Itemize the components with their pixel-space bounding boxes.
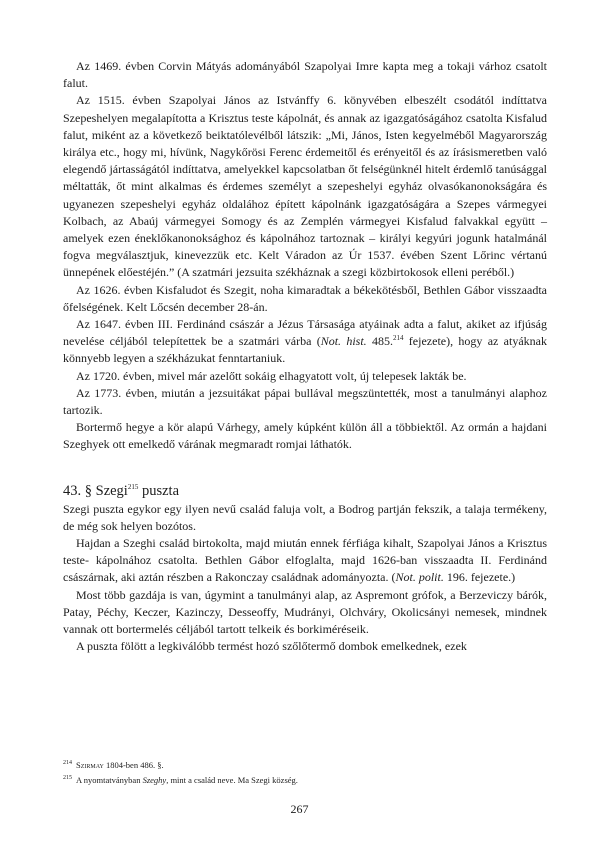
paragraph-1647: Az 1647. évben III. Ferdinánd császár a Jézus Társasága atyáinak adta a falut, akiket az ifjúság nevelése céljából telepítettek be a szatmári várba (Not. hist. 485.$^{214}$ fejezete), hogy az atyáknak könnyebb legyen a székházukat fenntartaniuk. xyxy=(63,317,547,366)
paragraph-gazdai: Most több gazdája is van, úgymint a tanulmányi alap, az Aspremont grófok, a Berzeviczy bárók, Patay, Péchy, Keczer, Kazinczy, Desseoffy, Mudrányi, Olchváry, Okolicsányi nemesek, mindnek vannak ott bortermelés céljából tartott telkeik és borkiméréseik. xyxy=(63,587,547,637)
paragraph-hajdan: Hajdan a Szeghi család birtokolta, majd miután ennek férfiága kihalt, Szapolyai János a Krisztus teste- kápolnához csatolta. Bethlen Gábor elfoglalta, majd 1626-ban visszaadta II. Ferdinánd császárnak, aki aztán részben a Rakonczay családnak adományozta. (Not. polit. 196. fejezete.) xyxy=(63,536,547,585)
paragraph-1720: Az 1720. évben, mivel már azelőtt sokáig elhagyatott volt, új telepesek lakták be. xyxy=(76,368,467,383)
paragraph-puszta-folott: A puszta fölött a legkiválóbb termést hozó szőlőtermő dombok emelkednek, ezek xyxy=(76,639,467,654)
section-heading: 43. § Szegi$^{215}$ puszta xyxy=(63,482,180,499)
footnotes xyxy=(63,757,547,787)
paragraph-1773: Az 1773. évben, miután a jezsuitákat pápai bullával megszüntették, most a tanulmányi alaphoz tartozik. xyxy=(63,385,547,418)
main-text xyxy=(63,58,547,656)
paragraph-szegi: Szegi puszta egykor egy ilyen nevű család faluja volt, a Bodrog partján fekszik, a talaja termékeny, de még sok helyen bozótos. xyxy=(63,501,547,533)
citation-not-polit: Not. polit. xyxy=(395,570,444,585)
paragraph-1626: Az 1626. évben Kisfaludot és Szegit, noha kimaradtak a békekötésből, Bethlen Gábor visszaadta őfelségének. Kelt Lőcsén december 28-án. xyxy=(63,282,547,314)
footnote-215: $^{215}$ A nyomtatványban Szeghy, mint a család neve. Ma Szegi község. xyxy=(63,774,298,785)
page-number: 267 xyxy=(290,802,309,816)
paragraph-1515: Az 1515. évben Szapolyai János az Istvánffy 6. könyvében elbeszélt csodától indíttatva Szepeshelyen megalapította a Krisztus teste kápolnát, és annak az igazgatóságához csatolta Kisfalud falut, miként az a következő beiktatólevélből látszik: „Mi, János, Isten kegyelméből Magyarország királya etc., hogy mi, hívünk, Nagykőrösi Ferenc érdemeitől és erényeitől és az írásismeretben való elegendő jártasságától indíttatva, amelyekkel kapcsolatban őt felségünknél hitelt érdemlő tanúsággal méltatták, őt mint alkalmas és érdemes személyt a szepeshelyi egyház olvasókanonokságára és ugyanezen szepeshelyi egyház oldalához épített kápolnánk igazgatóságára a Szepes vármegyei Kolbach, az Abaúj vármegyei Somogy és az Zemplén vármegyei Kisfalud falvakkal együtt – amelyek ezen éneklőkanonoksághoz és kápolnához tartoznak – királyi kegyúri jogunk hatalmánál fogva megválasztjuk, kinevezzük etc. Kelt Váradon az Úr 1537. évében Szent Lőrinc vértanú ünnepének előestéjén.” (A szatmári jezsuita székháznak a szegi közbirtokosok elleni peréből.) xyxy=(63,93,547,280)
citation-not-hist: Not. hist. xyxy=(320,334,367,349)
paragraph-borterm: Bortermő hegye a kör alapú Várhegy, amely kúpként külön áll a többiektől. Az ormán a hajdani Szeghyek ott emelkedő várának megmaradt romjai láthatók. xyxy=(63,420,547,452)
footnote-214: $^{214}$ Szirmay 1804-ben 486. §. xyxy=(63,759,164,770)
footnote-ref-215: 215 xyxy=(127,482,139,491)
paragraph-1469: Az 1469. évben Corvin Mátyás adományából Szapolyai Imre kapta meg a tokaji várhoz csatolt falut. xyxy=(63,59,547,91)
footnote-ref-214: 214 xyxy=(393,334,404,343)
